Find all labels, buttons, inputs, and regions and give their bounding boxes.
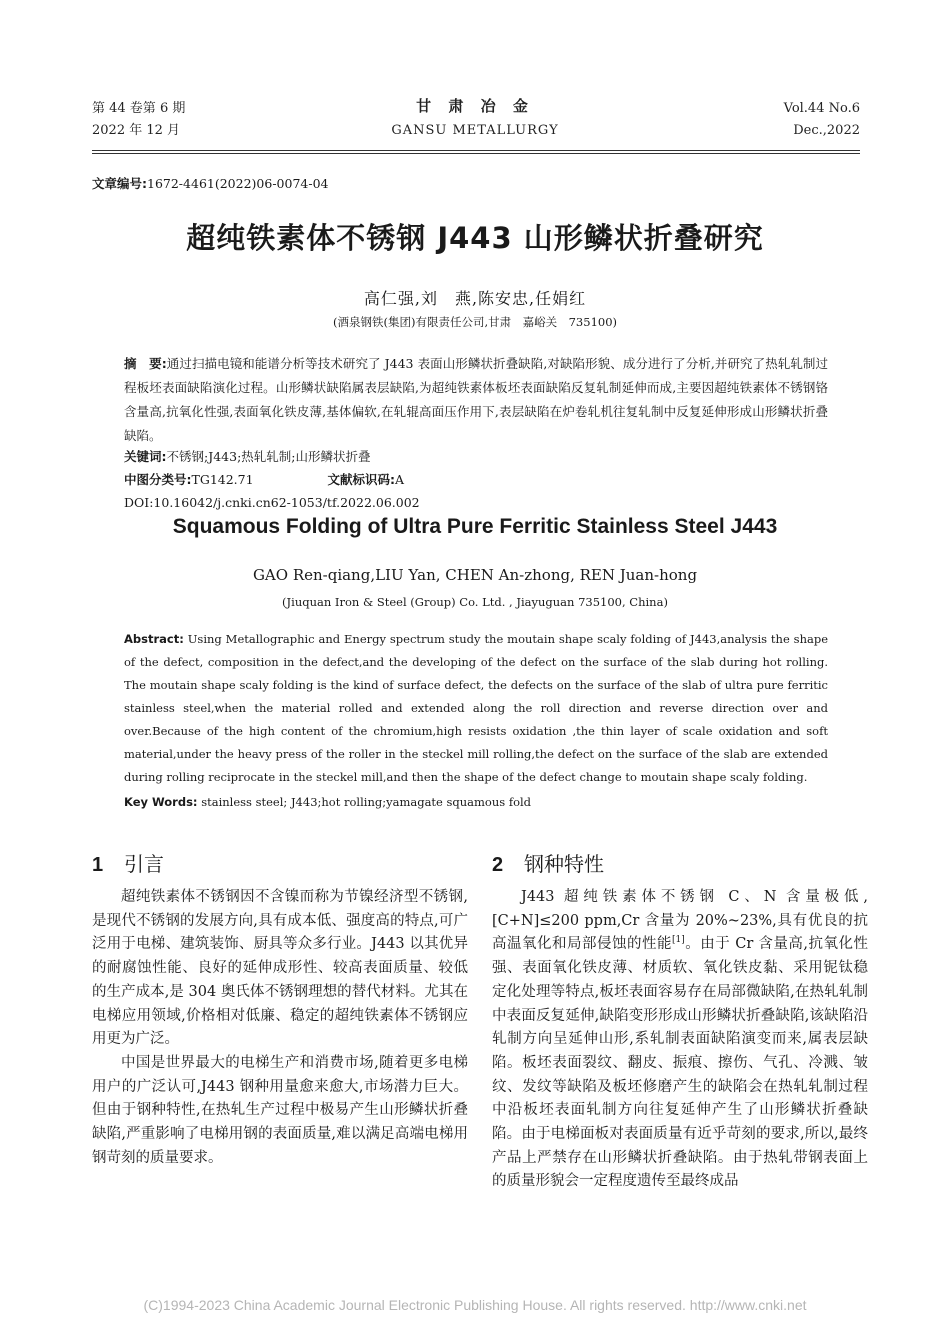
- doc-code-value: A: [395, 472, 405, 487]
- abstract-en: [124, 628, 828, 789]
- section-2-text-b: 。由于 Cr 含量高,抗氧化性强、表面氧化铁皮薄、材质软、氧化铁皮黏、采用铌钛稳定化处理等特点,板坯表面容易存在局部微缺陷,在热轧轧制中表面反复延伸,缺陷变形形成山形鳞状折叠缺陷,该缺陷沿轧制方向呈延伸山形,系轧制表面缺陷演变而来,属表层缺陷。板坯表面裂纹、翻皮、振痕、擦伤、气孔、冷溅、皱纹、发纹等缺陷及板坯修磨产生的缺陷会在热轧轧制过程中沿板坯表面轧制方向往复延伸产生了山形鳞状折叠缺陷。由于电梯面板对表面质量有近乎苛刻的要求,所以,最终产品上严禁存在山形鳞状折叠缺陷。由于热轧带钢表面上的质量形貌会一定程度遗传至最终成品: [492, 936, 868, 1190]
- journal-name-cn: 甘 肃 冶 金: [416, 97, 534, 115]
- section-1-title: 引言: [124, 852, 164, 876]
- authors-en: GAO Ren-qiang,LIU Yan, CHEN An-zhong, REN Juan-hong: [252, 566, 698, 584]
- section-1-number: 1: [92, 854, 104, 876]
- affiliation-cn: (酒泉钢铁(集团)有限责任公司,甘肃 嘉峪关 735100): [333, 315, 617, 329]
- keywords-en-text: stainless steel; J443;hot rolling;yamagate squamous fold: [197, 795, 532, 809]
- clc-value: TG142.71: [191, 472, 254, 487]
- section-1-paragraph: 中国是世界最大的电梯生产和消费市场,随着更多电梯用户的广泛认可,J443 钢种用量愈来愈大,市场潜力巨大。但由于钢种特性,在热轧生产过程中极易产生山形鳞状折叠缺陷,严重影响了电梯用钢的表面质量,难以满足高端电梯用钢苛刻的质量要求。: [92, 1054, 468, 1166]
- keywords-cn: [124, 446, 371, 468]
- header-rule-top: [92, 150, 860, 151]
- doi: DOI:10.16042/j.cnki.cn62-1053/tf.2022.06.002: [124, 495, 420, 510]
- volume-cn: 第 44 卷第 6 期: [92, 101, 186, 116]
- doc-code-label: 文献标识码:: [327, 472, 396, 487]
- classification-line: [124, 469, 404, 491]
- abstract-cn: [124, 352, 828, 448]
- section-2-number: 2: [492, 854, 504, 876]
- section-2-text-a: J443 超纯铁素体不锈钢 C、N 含量极低,[C+N]≤200 ppm,Cr 含量为 20%~23%,具有优良的抗高温氧化和局部侵蚀的性能: [492, 889, 868, 953]
- journal-name-en: GANSU METALLURGY: [391, 123, 559, 138]
- keywords-en-label: Key Words:: [124, 795, 198, 809]
- section-1-heading: [92, 848, 164, 877]
- date-en: Dec.,2022: [793, 123, 860, 138]
- article-number-label: 文章编号:: [92, 176, 147, 191]
- article-number-value: 1672-4461(2022)06-0074-04: [147, 176, 329, 191]
- section-2-paragraph: [492, 886, 868, 1194]
- abstract-en-text: Using Metallographic and Energy spectrum study the moutain shape scaly folding of J443,analysis the shape of the defect, composition in the defect,and the developing of the defect on the surface of the slab during hot rolling. The moutain shape scaly folding is the kind of surface defect, the defects on the surface of the slab of ultra pure ferritic stainless steel,when the material rolled and extended along the roll direction and reverse direction over and over.Because of the high content of the chromium,high resists oxidation ,the thin layer of scale oxidation and soft material,under the heavy press of the roller in the steckel mill rolling,the defect on the surface of the slab are extended during rolling reciprocate in the steckel mill,and then the shape of the defect change to moutain shape scaly folding.: [124, 632, 828, 784]
- volume-en: Vol.44 No.6: [783, 101, 860, 116]
- article-number: [92, 174, 328, 192]
- title-en: Squamous Folding of Ultra Pure Ferritic Stainless Steel J443: [172, 515, 778, 538]
- section-2-heading: [492, 848, 604, 877]
- abstract-cn-label: 摘 要:: [124, 356, 167, 371]
- section-2-title: 钢种特性: [524, 852, 604, 876]
- citation-ref: [1]: [671, 935, 685, 946]
- section-1-paragraph: 超纯铁素体不锈钢因不含镍而称为节镍经济型不锈钢,是现代不锈钢的发展方向,具有成本低、强度高的特点,可广泛用于电梯、建筑装饰、厨具等众多行业。J443 以其优异的耐腐蚀性能、良好的延伸成形性、较高表面质量、较低的生产成本,是 304 奥氏体不锈钢理想的替代材料。尤其在电梯应用领域,价格相对低廉、稳定的超纯铁素体不锈钢应用更为广泛。: [92, 889, 468, 1048]
- abstract-en-label: Abstract:: [124, 632, 184, 646]
- keywords-cn-text: 不锈钢;J443;热轧轧制;山形鳞状折叠: [166, 449, 371, 464]
- right-column: [492, 886, 868, 1194]
- header-right: [784, 98, 860, 142]
- keywords-cn-label: 关键词:: [124, 449, 167, 464]
- header-rule-bottom: [92, 153, 860, 154]
- copyright-footer: (C)1994-2023 China Academic Journal Electronic Publishing House. All rights reserved. http://www.cnki.net: [143, 1297, 807, 1313]
- left-column: [92, 886, 468, 1170]
- authors-cn: 高仁强,刘 燕,陈安忠,任娟红: [363, 289, 587, 308]
- affiliation-en: (Jiuquan Iron & Steel (Group) Co. Ltd. , Jiayuguan 735100, China): [282, 595, 668, 609]
- title-cn: 超纯铁素体不锈钢 J443 山形鳞状折叠研究: [186, 221, 764, 255]
- abstract-cn-text: 通过扫描电镜和能谱分析等技术研究了 J443 表面山形鳞状折叠缺陷,对缺陷形貌、成分进行了分析,并研究了热轧轧制过程板坯表面缺陷演化过程。山形鳞状缺陷属表层缺陷,为超纯铁素体板坯表面缺陷反复轧制延伸而成,主要因超纯铁素体不锈钢铬含量高,抗氧化性强,表面氧化铁皮薄,基体偏软,在轧辊高面压作用下,表层缺陷在炉卷轧机往复轧制中反复延伸形成山形鳞状折叠缺陷。: [124, 356, 829, 443]
- clc-label: 中图分类号:: [124, 472, 192, 487]
- date-cn: 2022 年 12 月: [92, 123, 181, 138]
- keywords-en: [124, 791, 531, 813]
